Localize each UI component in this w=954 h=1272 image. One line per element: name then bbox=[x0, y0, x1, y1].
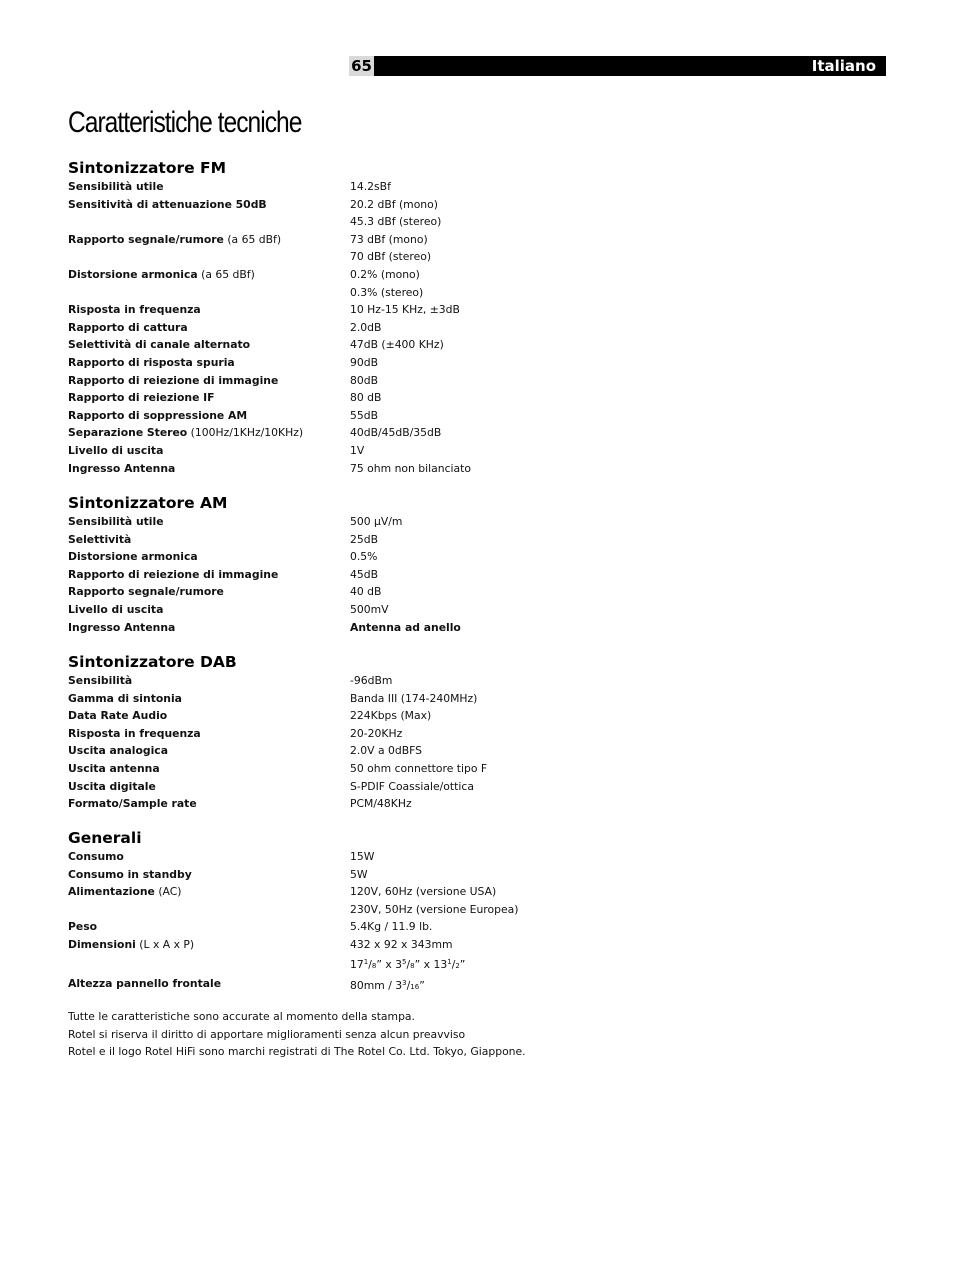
spec-label-text: Distorsione armonica bbox=[68, 267, 198, 281]
spec-label-text: Livello di uscita bbox=[68, 602, 164, 616]
spec-value: PCM/48KHz bbox=[350, 797, 412, 811]
spec-value: 15W bbox=[350, 850, 375, 863]
spec-label bbox=[68, 513, 350, 531]
spec-value: 55dB bbox=[350, 408, 378, 422]
fraction-slash: / bbox=[406, 979, 411, 993]
fraction-numerator: 1 bbox=[363, 957, 369, 966]
spec-label-text: Rapporto segnale/rumore bbox=[68, 232, 224, 246]
spec-label-text: Uscita digitale bbox=[68, 779, 156, 793]
fraction-slash: / bbox=[368, 957, 372, 971]
spec-label bbox=[68, 583, 350, 601]
spec-label-text: Risposta in frequenza bbox=[68, 303, 201, 317]
spec-value: 40dB/45dB/35dB bbox=[350, 426, 442, 440]
spec-value: 40 dB bbox=[350, 585, 382, 599]
spec-value: S-PDIF Coassiale/ottica bbox=[350, 779, 474, 793]
page-title: Caratteristiche tecniche bbox=[68, 106, 302, 139]
spec-label bbox=[68, 672, 350, 690]
spec-value: 25dB bbox=[350, 532, 378, 546]
spec-value: 45.3 dBf (stereo) bbox=[350, 215, 442, 229]
fraction-numerator: 5 bbox=[402, 957, 407, 966]
spec-row bbox=[68, 954, 768, 976]
spec-row bbox=[68, 266, 768, 284]
spec-row bbox=[68, 866, 768, 884]
section-heading: Sintonizzatore AM bbox=[68, 494, 228, 512]
spec-value: 45dB bbox=[350, 567, 378, 581]
spec-label-text: Ingresso Antenna bbox=[68, 620, 176, 634]
spec-value: 80dB bbox=[350, 373, 378, 387]
spec-value: 2.0V a 0dBFS bbox=[350, 744, 423, 758]
spec-value: 73 dBf (mono) bbox=[350, 232, 428, 246]
spec-row bbox=[68, 389, 768, 407]
spec-label-text: Selettività bbox=[68, 532, 132, 546]
spec-row bbox=[68, 795, 768, 813]
spec-value: 0.5% bbox=[350, 550, 378, 564]
spec-value: 20.2 dBf (mono) bbox=[350, 197, 438, 211]
language-label: Italiano bbox=[811, 57, 876, 75]
spec-label-text: Sensibilità utile bbox=[68, 515, 164, 528]
spec-label-text: Rapporto di reiezione di immagine bbox=[68, 373, 279, 387]
spec-label-text: Sensitività di attenuazione 50dB bbox=[68, 197, 267, 211]
footer-line: Tutte le caratteristiche sono accurate al momento della stampa. bbox=[68, 1010, 415, 1023]
spec-label-text: Separazione Stereo bbox=[68, 426, 188, 440]
page-header-bar bbox=[349, 56, 886, 76]
spec-row bbox=[68, 248, 768, 266]
spec-label-text: Data Rate Audio bbox=[68, 709, 168, 723]
spec-value: 47dB (±400 KHz) bbox=[350, 338, 444, 352]
footer-line: Rotel e il logo Rotel HiFi sono marchi registrati di The Rotel Co. Ltd. Tokyo, Giappone. bbox=[68, 1045, 526, 1059]
spec-label bbox=[68, 707, 350, 725]
spec-label-text: Consumo bbox=[68, 850, 124, 863]
spec-value: -96dBm bbox=[350, 674, 393, 687]
fraction-denominator: 2 bbox=[455, 961, 460, 970]
spec-row bbox=[68, 354, 768, 372]
spec-label-note: (100Hz/1KHz/10KHz) bbox=[187, 426, 304, 440]
spec-label bbox=[68, 918, 350, 936]
spec-row bbox=[68, 601, 768, 619]
spec-label-note: (a 65 dBf) bbox=[223, 232, 282, 246]
spec-label bbox=[68, 795, 350, 813]
fraction-denominator: 16 bbox=[410, 983, 420, 992]
spec-label-text: Altezza pannello frontale bbox=[68, 977, 222, 991]
spec-value: 10 Hz-15 KHz, ±3dB bbox=[350, 303, 460, 317]
spec-value: 90dB bbox=[350, 355, 378, 369]
spec-row bbox=[68, 707, 768, 725]
page-number: 65 bbox=[349, 56, 374, 76]
spec-label-text: Dimensioni bbox=[68, 937, 136, 951]
spec-label-text: Rapporto di cattura bbox=[68, 320, 188, 334]
spec-row bbox=[68, 460, 768, 478]
spec-value: 500 µV/m bbox=[350, 515, 403, 528]
spec-row bbox=[68, 936, 768, 954]
spec-label bbox=[68, 284, 350, 302]
spec-label bbox=[68, 354, 350, 372]
spec-label bbox=[68, 548, 350, 566]
spec-row bbox=[68, 901, 768, 919]
spec-row bbox=[68, 778, 768, 796]
spec-label bbox=[68, 619, 350, 637]
spec-row bbox=[68, 372, 768, 390]
spec-section bbox=[68, 652, 768, 813]
spec-label bbox=[68, 566, 350, 584]
spec-row bbox=[68, 213, 768, 231]
spec-label-text: Rapporto segnale/rumore bbox=[68, 585, 224, 599]
spec-value: 0.3% (stereo) bbox=[350, 285, 424, 299]
spec-section bbox=[68, 158, 768, 477]
section-heading: Sintonizzatore FM bbox=[68, 159, 227, 177]
spec-value: 75 ohm non bilanciato bbox=[350, 461, 471, 475]
spec-label bbox=[68, 866, 350, 884]
spec-label-text: Rapporto di soppressione AM bbox=[68, 408, 248, 422]
spec-label-text: Gamma di sintonia bbox=[68, 691, 182, 705]
spec-label-text: Alimentazione bbox=[68, 885, 155, 899]
spec-row bbox=[68, 760, 768, 778]
spec-row bbox=[68, 725, 768, 743]
spec-value: 432 x 92 x 343mm bbox=[350, 937, 453, 951]
spec-label bbox=[68, 248, 350, 266]
section-heading: Generali bbox=[68, 829, 142, 847]
value-text: ” bbox=[459, 957, 466, 971]
spec-value: 70 dBf (stereo) bbox=[350, 250, 432, 264]
spec-label bbox=[68, 848, 350, 866]
spec-row bbox=[68, 424, 768, 442]
spec-row bbox=[68, 566, 768, 584]
spec-value: 14.2sBf bbox=[350, 180, 391, 193]
spec-label bbox=[68, 213, 350, 231]
spec-row bbox=[68, 301, 768, 319]
spec-value bbox=[350, 954, 768, 976]
spec-label-text: Uscita antenna bbox=[68, 761, 160, 775]
spec-value: Banda III (174-240MHz) bbox=[350, 691, 478, 705]
spec-row bbox=[68, 531, 768, 549]
spec-label-text: Formato/Sample rate bbox=[68, 797, 197, 811]
spec-row bbox=[68, 442, 768, 460]
value-text: ” bbox=[419, 979, 425, 993]
spec-label-text: Peso bbox=[68, 920, 98, 934]
spec-row bbox=[68, 975, 768, 997]
spec-row bbox=[68, 619, 768, 637]
spec-value-text: Antenna ad anello bbox=[350, 620, 461, 634]
value-text: 80mm / 3 bbox=[350, 979, 403, 993]
spec-value: 500mV bbox=[350, 602, 389, 616]
spec-row bbox=[68, 918, 768, 936]
spec-row bbox=[68, 196, 768, 214]
spec-value: 0.2% (mono) bbox=[350, 267, 420, 281]
spec-label bbox=[68, 424, 350, 442]
spec-label-text: Ingresso Antenna bbox=[68, 461, 176, 475]
spec-label bbox=[68, 407, 350, 425]
spec-label-text: Selettività di canale alternato bbox=[68, 338, 251, 352]
spec-value: 230V, 50Hz (versione Europea) bbox=[350, 902, 519, 916]
spec-label bbox=[68, 336, 350, 354]
spec-row bbox=[68, 548, 768, 566]
spec-label bbox=[68, 742, 350, 760]
spec-label bbox=[68, 231, 350, 249]
spec-label-note: (L x A x P) bbox=[135, 937, 195, 951]
spec-label bbox=[68, 178, 350, 196]
spec-row bbox=[68, 336, 768, 354]
spec-label-text: Risposta in frequenza bbox=[68, 726, 201, 740]
spec-row bbox=[68, 848, 768, 866]
spec-value: 1V bbox=[350, 443, 365, 457]
spec-label bbox=[68, 690, 350, 708]
spec-label-note: (a 65 dBf) bbox=[197, 267, 255, 281]
spec-row bbox=[68, 742, 768, 760]
fraction-denominator: 8 bbox=[410, 961, 415, 970]
spec-label bbox=[68, 954, 350, 976]
spec-row bbox=[68, 284, 768, 302]
spec-label bbox=[68, 901, 350, 919]
spec-label bbox=[68, 301, 350, 319]
spec-value bbox=[350, 619, 768, 637]
spec-label bbox=[68, 936, 350, 954]
fraction-slash: / bbox=[406, 957, 411, 971]
spec-label bbox=[68, 372, 350, 390]
spec-label bbox=[68, 778, 350, 796]
spec-value: 5.4Kg / 11.9 lb. bbox=[350, 920, 433, 934]
spec-value: 120V, 60Hz (versione USA) bbox=[350, 885, 497, 899]
spec-label bbox=[68, 531, 350, 549]
spec-label-text: Rapporto di reiezione di immagine bbox=[68, 567, 279, 581]
spec-label bbox=[68, 725, 350, 743]
spec-label bbox=[68, 760, 350, 778]
footer-line: Rotel si riserva il diritto di apportare miglioramenti senza alcun preavviso bbox=[68, 1027, 466, 1041]
value-text: ” x 3 bbox=[376, 957, 403, 971]
spec-label-text: Rapporto di reiezione IF bbox=[68, 391, 215, 405]
spec-label-text: Sensibilità utile bbox=[68, 180, 164, 193]
spec-row bbox=[68, 407, 768, 425]
fraction-slash: / bbox=[451, 957, 456, 971]
spec-label-text: Livello di uscita bbox=[68, 443, 164, 457]
spec-row bbox=[68, 583, 768, 601]
spec-label bbox=[68, 442, 350, 460]
spec-label-text: Rapporto di risposta spuria bbox=[68, 355, 235, 369]
value-text: ” x 13 bbox=[414, 957, 448, 971]
spec-label bbox=[68, 319, 350, 337]
spec-section bbox=[68, 828, 768, 997]
value-text: 17 bbox=[350, 957, 364, 971]
spec-label-text: Uscita analogica bbox=[68, 744, 168, 758]
spec-row bbox=[68, 883, 768, 901]
footer-notes bbox=[68, 1008, 526, 1061]
fraction-numerator: 1 bbox=[447, 957, 452, 966]
fraction-numerator: 3 bbox=[402, 979, 407, 988]
spec-label bbox=[68, 266, 350, 284]
spec-value: 2.0dB bbox=[350, 320, 382, 334]
spec-label-text: Distorsione armonica bbox=[68, 550, 198, 564]
fraction-denominator: 8 bbox=[371, 961, 377, 970]
spec-value: 5W bbox=[350, 867, 368, 881]
spec-label bbox=[68, 196, 350, 214]
section-heading: Sintonizzatore DAB bbox=[68, 653, 237, 671]
spec-label bbox=[68, 601, 350, 619]
spec-row bbox=[68, 231, 768, 249]
spec-label-text: Sensibilità bbox=[68, 674, 133, 687]
spec-label-text: Consumo in standby bbox=[68, 867, 192, 881]
spec-row bbox=[68, 690, 768, 708]
spec-label bbox=[68, 460, 350, 478]
spec-value bbox=[350, 975, 768, 997]
spec-row bbox=[68, 672, 768, 690]
spec-row bbox=[68, 178, 768, 196]
spec-value: 224Kbps (Max) bbox=[350, 709, 432, 723]
spec-row bbox=[68, 319, 768, 337]
spec-row bbox=[68, 513, 768, 531]
spec-label-note: (AC) bbox=[154, 885, 182, 899]
spec-value: 20-20KHz bbox=[350, 726, 403, 740]
spec-label bbox=[68, 975, 350, 997]
spec-value: 80 dB bbox=[350, 391, 382, 405]
spec-section bbox=[68, 493, 768, 636]
spec-label bbox=[68, 883, 350, 901]
spec-value: 50 ohm connettore tipo F bbox=[350, 761, 488, 775]
spec-label bbox=[68, 389, 350, 407]
